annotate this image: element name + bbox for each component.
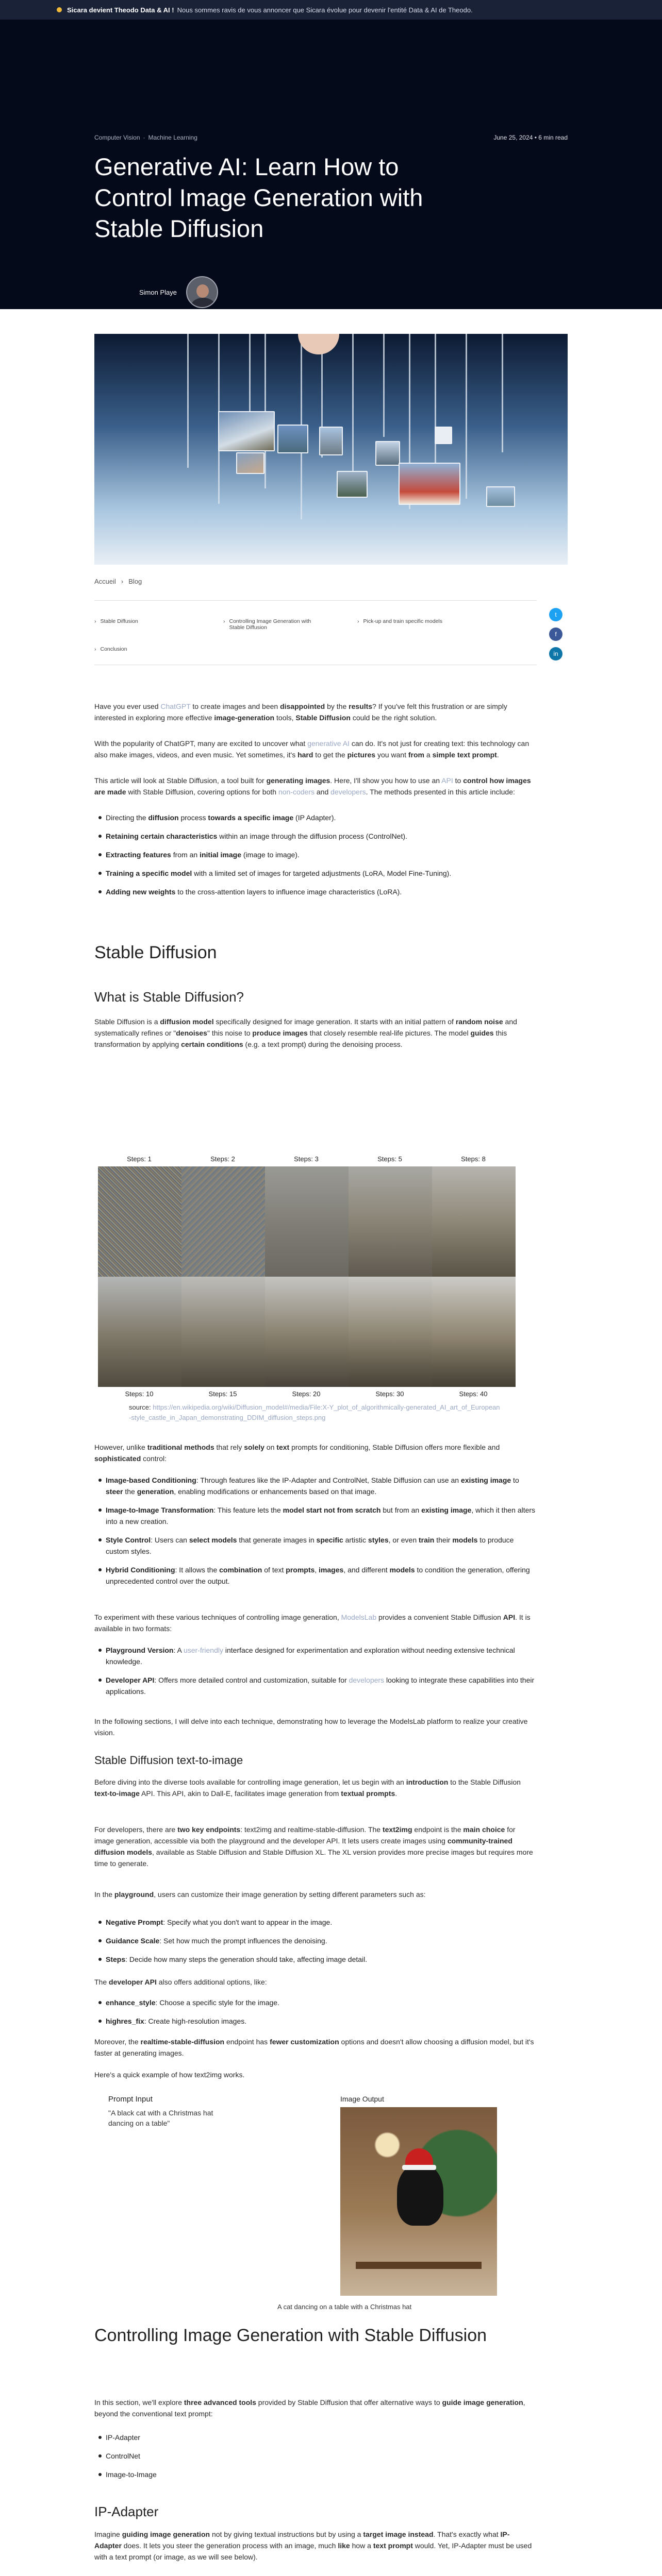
text-run: ? If you've felt this frustration or are simply interested in exploring more effective [94,702,507,722]
text-run: , beyond the conventional text prompt: [94,2398,525,2418]
announcement-bar[interactable] [0,0,662,20]
inline-link[interactable]: API [441,776,453,785]
bold-text: text2img [382,1825,412,1834]
text-run: . That's exactly what [433,2530,501,2538]
step-label: Steps: 1 [127,1155,152,1163]
bold-text: specific [316,1536,343,1544]
toc-label: Conclusion [100,646,127,652]
source-label: source: [129,1403,151,1411]
article-title: Generative AI: Learn How to Control Image Generation with Stable Diffusion [94,153,423,242]
text-run: endpoint has [224,2038,270,2046]
text-run: tools, [274,714,296,722]
inline-link[interactable]: generative AI [307,739,350,748]
bold-text: existing image [421,1506,472,1514]
step-label: Steps: 3 [294,1155,319,1163]
bold-text: text [276,1443,290,1451]
text-run: ControlNet [106,2452,140,2460]
text-run: to produce custom styles. [106,1536,514,1555]
step-label: Steps: 30 [375,1390,404,1398]
text-run: of text [262,1566,286,1574]
castle-tile [349,1166,432,1277]
list-item [94,1954,537,1965]
bold-text: existing image [460,1476,511,1484]
toc-chevron-icon: › [223,618,225,624]
text-run: provides a convenient Stable Diffusion [376,1613,503,1621]
bold-text: train [419,1536,435,1544]
bold-text: hard [297,751,313,759]
list-item [94,812,537,823]
bold-text: Training a specific model [106,869,192,877]
bold-text: Guidance Scale [106,1937,160,1945]
toc-chevron-icon: › [357,618,359,624]
text-run: To experiment with these various techniques of controlling image generation, [94,1613,341,1621]
category-link[interactable]: Computer Vision [94,134,140,141]
bold-text: disappointed [280,702,325,710]
bold-text: Image-based Conditioning [106,1476,196,1484]
list-item [94,1674,537,1697]
author-block[interactable] [139,276,218,308]
paragraph [94,1716,537,1738]
list-item [94,2450,537,2462]
step-label: Steps: 10 [125,1390,154,1398]
bold-text: Negative Prompt [106,1918,163,1926]
text-run: . The methods presented in this article include: [366,788,515,796]
bold-text: Developer API [106,1676,155,1684]
text-run: API. This API, akin to Dall-E, facilitates image generation from [139,1789,341,1798]
formats-list [94,1645,537,1704]
intro-paragraph [94,701,537,723]
text-run: . Here, I'll show you how to use an [330,776,442,785]
bold-text: random noise [455,1018,503,1026]
paragraph [94,1976,537,1988]
inline-link[interactable]: developers [349,1676,385,1684]
bold-text: denoises [176,1029,207,1037]
linkedin-icon[interactable]: in [549,647,562,660]
hero [0,20,662,309]
text-run: to get the [313,751,347,759]
toc-label: Stable Diffusion [100,618,138,624]
text-run: specifically designed for image generation. It starts with an initial pattern of [213,1018,456,1026]
bold-text: towards a specific image [208,814,294,822]
text-run: with Stable Diffusion, covering options for both [126,788,278,796]
text-run: and [315,788,331,796]
announcement-title: Sicara devient Theodo Data & AI ! [67,6,174,14]
text-run: : Offers more detailed control and customization, suitable for [154,1676,349,1684]
paragraph [94,1016,537,1050]
facebook-icon[interactable]: f [549,628,562,641]
bold-text: pictures [347,751,376,759]
bold-text: diffusion [148,814,179,822]
text-run: , available as Stable Diffusion and Stable Diffusion XL. The XL version provides more precise images but requires more time to generate. [94,1848,533,1868]
text-run: : Users can [151,1536,189,1544]
text-run: : Specify what you don't want to appear in the image. [163,1918,333,1926]
toc-item[interactable] [223,618,321,631]
text-run: could be the right solution. [350,714,437,722]
image-output-label: Image Output [340,2095,384,2103]
paragraph [94,2069,537,2080]
step-label: Steps: 20 [292,1390,321,1398]
castle-tile [349,1277,432,1387]
castle-tile [432,1277,516,1387]
list-item [94,1917,537,1928]
castle-tile [265,1277,349,1387]
text-run: within an image through the diffusion process (ControlNet). [217,832,407,840]
bold-text: developer API [109,1978,157,1986]
text-run: . [496,751,499,759]
source-link[interactable]: https://en.wikipedia.org/wiki/Diffusion_model#/media/File:X-Y_plot_of_algorithmically-generated_AI_art_of_European-style_castle_in_Japan_demonstrating_DDIM_diffusion_steps.png [129,1403,500,1421]
text-run: IP-Adapter [106,2433,140,2442]
bold-text: target image instead [363,2530,434,2538]
list-item [94,831,537,842]
text-run: For developers, there are [94,1825,178,1834]
list-item [94,1504,537,1527]
text-run: for image generation, accessible via both the playground and the developer API. It lets users create images using [94,1825,516,1845]
paragraph [94,1889,537,1900]
text-run: that closely resemble real-life pictures. The model [307,1029,471,1037]
bold-text: diffusion model [160,1018,214,1026]
text-run: Before diving into the diverse tools available for controlling image generation, let us begin with an [94,1778,406,1786]
text-run: does. It lets you steer the generation process with an image, much [121,2541,338,2550]
prompt-value: "A black cat with a Christmas hat dancing on a table" [108,2109,213,2127]
step-label: Steps: 15 [208,1390,237,1398]
noise-tile [98,1166,181,1277]
breadcrumb-home[interactable]: Accueil [94,578,116,585]
subsection-heading: Stable Diffusion text-to-image [94,1754,243,1767]
bold-text: API [503,1613,516,1621]
text-run: : text2img and realtime-stable-diffusion. The [240,1825,383,1834]
text-run: : It allows the [175,1566,220,1574]
bold-text: Stable Diffusion [295,714,351,722]
bold-text: Steps [106,1955,126,1963]
text-run: (image to image). [241,851,300,859]
text-run: In this section, we'll explore [94,2398,184,2406]
intro-paragraph [94,738,537,760]
toc-chevron-icon: › [94,646,96,652]
paragraph [94,1824,537,1869]
text-run: with a limited set of images for targeted adjustments (LoRA, Model Fine-Tuning). [192,869,452,877]
bold-text: playground [114,1890,154,1899]
bold-text: sophisticated [94,1454,141,1463]
breadcrumb-sep: › [121,578,124,585]
text-run: but from an [380,1506,422,1514]
text-run: In the [94,1890,114,1899]
section-heading: Controlling Image Generation with Stable Diffusion [94,2326,487,2345]
text-run: Directing the [106,814,148,822]
toc-item[interactable] [357,618,481,624]
text-run: , and different [343,1566,390,1574]
paragraph [94,1612,537,1634]
breadcrumb [94,578,142,585]
section-heading: Stable Diffusion [94,943,217,962]
bold-text: guiding image generation [122,2530,210,2538]
image-caption: A cat dancing on a table with a Christmas hat [277,2303,412,2311]
text-run: : Create high-resolution images. [144,2017,247,2025]
text-run: looking to integrate these capabilities into their applications. [106,1676,535,1696]
text-run: process [178,814,208,822]
list-item [94,886,537,897]
text-run: the [123,1487,137,1496]
control-list [94,1475,537,1594]
text-run: you want [375,751,408,759]
step-label: Steps: 40 [459,1390,488,1398]
text-run: that generate images in [237,1536,317,1544]
list-item [94,1534,537,1557]
text-run: to the cross-attention layers to influence image characteristics (LoRA). [175,888,402,896]
text-run: Stable Diffusion is a [94,1018,160,1026]
text-run: prompts for conditioning, Stable Diffusion offers more flexible and [289,1443,500,1451]
text-run: how a [350,2541,373,2550]
text-run: . [395,1789,398,1798]
paragraph [94,2529,537,2563]
bold-text: produce images [252,1029,308,1037]
text-run: , enabling modifications or enhancements based on that image. [174,1487,377,1496]
castle-tile [181,1277,265,1387]
bold-text: steer [106,1487,123,1496]
divider [94,600,537,601]
text-run: : This feature lets the [213,1506,283,1514]
twitter-icon[interactable]: t [549,608,562,621]
text-run: from an [171,851,200,859]
noise-tile [181,1166,265,1277]
announcement-dot-icon [57,7,62,12]
text-run: provided by Stable Diffusion that offer alternative ways to [256,2398,442,2406]
intro-paragraph [94,775,537,798]
text-run: With the popularity of ChatGPT, many are excited to uncover what [94,739,308,748]
list-item [94,1564,537,1587]
text-run: . It is available in two formats: [94,1613,531,1633]
figure-source [129,1402,500,1423]
text-run: to the Stable Diffusion [448,1778,521,1786]
text-run: that rely [214,1443,244,1451]
step-label: Steps: 8 [461,1155,486,1163]
text-run: " this noise to [207,1029,253,1037]
text-run: a [424,751,433,759]
bold-text: guides [470,1029,494,1037]
category-separator: · [143,134,145,141]
text-run: control: [141,1454,167,1463]
announcement-text: Nous sommes ravis de vous annoncer que Sicara évolue pour devenir l'entité Data & AI de Theodo. [177,6,473,14]
inline-link[interactable]: ModelsLab [341,1613,377,1621]
text-run: to create images and been [190,702,280,710]
toc-chevron-icon: › [94,618,96,624]
bold-text: traditional methods [147,1443,214,1451]
toc-item[interactable] [94,618,192,624]
text-run: also offers additional options, like: [156,1978,267,1986]
parameter-list [94,1917,537,1972]
author-name: Simon Playe [139,288,177,296]
text-run: Image-to-Image [106,2470,157,2479]
text-run: would. Yet, IP-Adapter must be used with a text prompt (or image, as we will see below). [94,2541,532,2561]
bold-text: highres_fix [106,2017,144,2025]
text-run: : Decide how many steps the generation should take, affecting image detail. [125,1955,368,1963]
bold-text: three advanced tools [184,2398,256,2406]
text-run: , or even [388,1536,419,1544]
text-run: : Through features like the IP-Adapter and ControlNet, Stable Diffusion can use an [196,1476,461,1484]
subsection-heading: What is Stable Diffusion? [94,989,244,1005]
list-item [94,868,537,879]
bold-text: images [319,1566,344,1574]
text-run: to condition the generation, offering unprecedented control over the output. [106,1566,530,1585]
prompt-label: Prompt Input [108,2095,153,2104]
bold-text: styles [368,1536,389,1544]
bold-text: Adding new weights [106,888,176,896]
bold-text: Playground Version [106,1646,174,1654]
bold-text: certain conditions [181,1040,243,1048]
list-item [94,1475,537,1497]
bold-text: main choice [463,1825,505,1834]
bold-text: text-to-image [94,1789,140,1798]
bold-text: solely [244,1443,264,1451]
tools-list [94,2432,537,2487]
bold-text: community-trained diffusion models [94,1837,512,1856]
cat-output-image [340,2107,497,2296]
options-list [94,1997,537,2034]
text-run: Here's a quick example of how text2img works. [94,2071,245,2079]
text-run: Moreover, the [94,2038,141,2046]
bold-text: two key endpoints [177,1825,241,1834]
publish-date: June 25, 2024 • 6 min read [493,134,568,141]
toc-label: Pick-up and train specific models [363,618,442,624]
castle-tile [98,1277,181,1387]
bold-text: generation [137,1487,174,1496]
text-run: endpoint is the [412,1825,464,1834]
text-run: interface designed for experimentation and exploration without needing extensive technical knowledge. [106,1646,515,1666]
paragraph [94,1776,537,1799]
bold-text: fewer customization [270,2038,339,2046]
bold-text: textual prompts [341,1789,395,1798]
bold-text: control how images are made [94,776,531,796]
bold-text: text prompt [373,2541,413,2550]
bold-text: Hybrid Conditioning [106,1566,175,1574]
text-run: Imagine [94,2530,122,2538]
text-run: , users can customize their image generation by setting different parameters such as: [154,1890,426,1899]
text-run: their [434,1536,453,1544]
bold-text: simple text prompt [432,751,497,759]
text-run: The [94,1978,109,1986]
text-run: artistic [343,1536,368,1544]
inline-link[interactable]: ChatGPT [160,702,191,710]
text-run: However, unlike [94,1443,147,1451]
paragraph [94,2036,537,2059]
list-item [94,849,537,860]
bold-text: IP-Adapter [94,2530,510,2550]
text-run: , [315,1566,319,1574]
breadcrumb-blog[interactable]: Blog [128,578,142,585]
bold-text: guide image generation [442,2398,523,2406]
inline-link[interactable]: non-coders [278,788,315,796]
bold-text: generating images [266,776,330,785]
text-run: In the following sections, I will delve into each technique, demonstrating how to leverage the ModelsLab platform to realize your creative vision. [94,1717,528,1737]
bold-text: enhance_style [106,1998,156,2007]
text-run: and systematically refines or " [94,1018,517,1037]
hero-categories [94,134,662,141]
text-run: can do. It's not just for creating text: this technology can also make images, videos, and even music. Yet sometimes, it's [94,739,529,759]
bold-text: select models [189,1536,237,1544]
bold-text: introduction [406,1778,449,1786]
bold-text: prompts [286,1566,315,1574]
text-run: : Set how much the prompt influences the denoising. [159,1937,327,1945]
methods-list [94,812,537,905]
toc-item[interactable] [94,646,192,652]
text-run: : A [173,1646,184,1654]
list-item [94,2432,537,2443]
inline-link[interactable]: user-friendly [183,1646,223,1654]
list-item [94,1997,537,2008]
category-link[interactable]: Machine Learning [148,134,197,141]
bold-text: from [408,751,425,759]
step-label: Steps: 2 [210,1155,235,1163]
bold-text: Style Control [106,1536,151,1544]
text-run: to [453,776,464,785]
text-run: on [264,1443,277,1451]
list-item [94,1645,537,1667]
list-item [94,2015,537,2027]
bold-text: initial image [200,851,241,859]
noise-tile [265,1166,349,1277]
cover-image [94,334,568,565]
bold-text: image-generation [214,714,275,722]
toc-label: Controlling Image Generation with Stable Diffusion [229,618,311,631]
text-run: , which it then alters into a new creation. [106,1506,536,1526]
text-run: not by giving textual instructions but by using a [210,2530,363,2538]
text-run: (e.g. a text prompt) during the denoising process. [243,1040,403,1048]
paragraph [94,1442,537,1464]
prompt-input-block [108,2095,227,2128]
subsection-heading: IP-Adapter [94,2504,159,2519]
text-run: by the [325,702,349,710]
paragraph [94,2397,537,2419]
list-item [94,1935,537,1946]
text-run: options and doesn't allow choosing a diffusion model, but it's faster at generating images. [94,2038,534,2057]
text-run: Have you ever used [94,702,161,710]
text-run: This article will look at Stable Diffusion, a tool built for [94,776,267,785]
text-run: : Choose a specific style for the image. [155,1998,279,2007]
bold-text: realtime-stable-diffusion [140,2038,225,2046]
list-item [94,2469,537,2480]
bold-text: like [338,2541,350,2550]
castle-tile [432,1166,516,1277]
text-run: this transformation by applying [94,1029,507,1048]
step-label: Steps: 5 [377,1155,402,1163]
bold-text: models [452,1536,478,1544]
inline-link[interactable]: developers [330,788,366,796]
author-avatar [186,276,218,308]
bold-text: model start not from scratch [283,1506,381,1514]
bold-text: Retaining certain characteristics [106,832,218,840]
bold-text: Extracting features [106,851,171,859]
text-run: (IP Adapter). [293,814,336,822]
bold-text: results [349,702,373,710]
bold-text: models [389,1566,415,1574]
bold-text: combination [219,1566,262,1574]
text-run: to [511,1476,519,1484]
bold-text: Image-to-Image Transformation [106,1506,214,1514]
